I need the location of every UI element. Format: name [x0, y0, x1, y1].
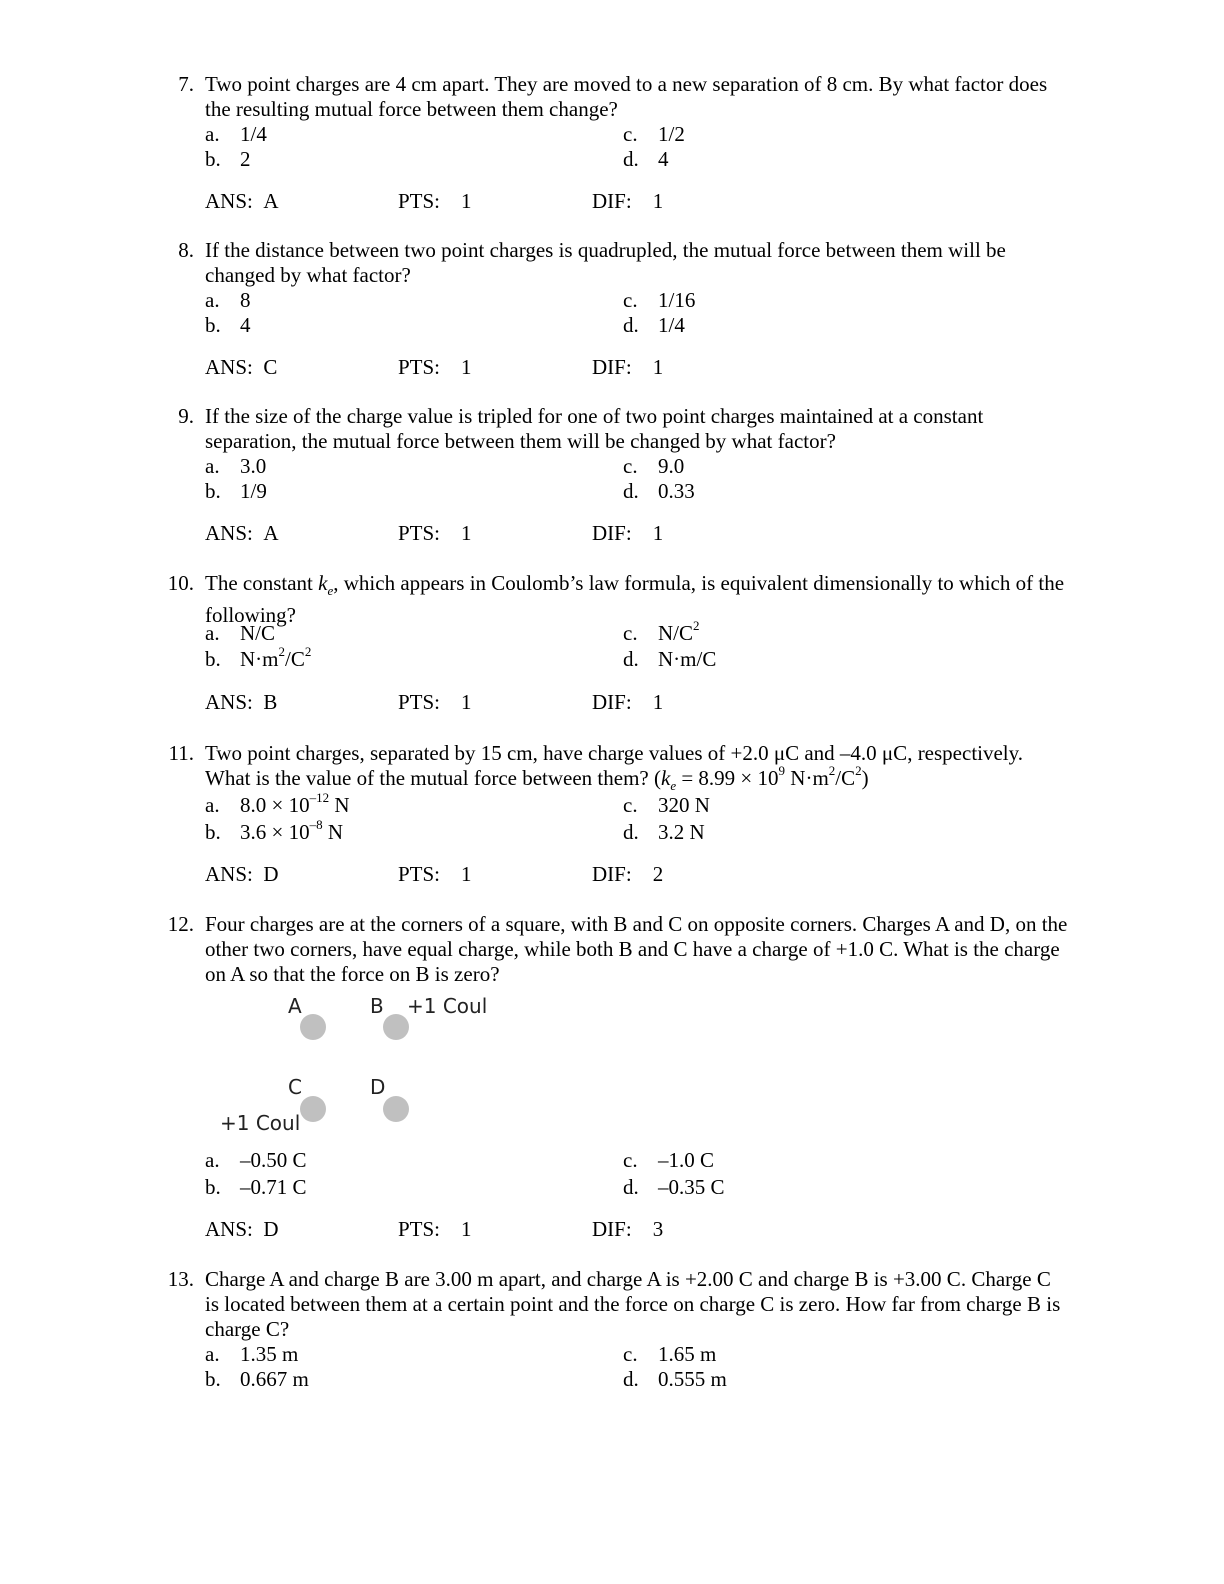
- answer-line: ANS: A: [205, 521, 279, 545]
- points-line: PTS: 1: [398, 690, 472, 714]
- answer-line: ANS: D: [205, 862, 279, 886]
- question-text-line: separation, the mutual force between them will be changed by what factor?: [205, 429, 836, 453]
- option-d: d. 3.2 N: [623, 820, 705, 844]
- question-text-line: is located between them at a certain point and the force on charge C is zero. How far from charge B is: [205, 1292, 1061, 1316]
- question-text-line: changed by what factor?: [205, 263, 411, 287]
- question-text: [205, 72, 1105, 122]
- points-line: PTS: 1: [398, 1217, 472, 1241]
- option-d: d. 4: [623, 147, 669, 171]
- option-b: b. 2: [205, 147, 251, 171]
- option-d: d. 1/4: [623, 313, 685, 337]
- difficulty-line: DIF: 1: [592, 355, 664, 379]
- charge-c-value: +1 Coul: [220, 1111, 301, 1135]
- points-line: PTS: 1: [398, 189, 472, 213]
- difficulty-line: DIF: 3: [592, 1217, 664, 1241]
- question-text-line: If the distance between two point charges is quadrupled, the mutual force between them will be: [205, 238, 1006, 262]
- option-b: b. 0.667 m: [205, 1367, 309, 1391]
- option-c: c. 320 N: [623, 793, 710, 817]
- question-text-line: Two point charges are 4 cm apart. They are moved to a new separation of 8 cm. By what factor does: [205, 72, 1048, 96]
- question-text-line: charge C?: [205, 1317, 290, 1341]
- option-c: c. –1.0 C: [623, 1148, 715, 1172]
- option-a: a. 1.35 m: [205, 1342, 299, 1366]
- difficulty-line: DIF: 1: [592, 690, 664, 714]
- option-c: c. $N/C^2$: [623, 618, 700, 645]
- charge-a-label: A: [288, 994, 302, 1018]
- option-d: d. N·m/C: [623, 647, 717, 671]
- option-b: b. 1/9: [205, 479, 267, 503]
- question-number: 9.: [178, 404, 194, 428]
- points-line: PTS: 1: [398, 521, 472, 545]
- option-a: a. –0.50 C: [205, 1148, 307, 1172]
- question-text-line: The constant $k_e$, which appears in Coulomb’s law formula, is equivalent dimensionally to which of the: [205, 571, 1065, 599]
- question-text-line: Two point charges, separated by 15 cm, have charge values of +2.0 μC and –4.0 μC, respectively.: [205, 741, 1024, 765]
- charge-d-label: D: [370, 1075, 386, 1099]
- question-text-line: other two corners, have equal charge, while both B and C have a charge of +1.0 C. What is the charge: [205, 937, 1060, 961]
- question-number: 12.: [167, 912, 194, 936]
- question-number: 13.: [167, 1267, 194, 1291]
- option-a: a. N/C: [205, 621, 276, 645]
- answer-line: ANS: B: [205, 690, 278, 714]
- option-a: a. 8: [205, 288, 251, 312]
- charge-b-label: B: [370, 994, 384, 1018]
- question-text-line: If the size of the charge value is tripled for one of two point charges maintained at a constant: [205, 404, 984, 428]
- question-text: [205, 238, 1105, 288]
- option-c: c. 1/2: [623, 122, 685, 146]
- question-number: 10.: [167, 571, 194, 595]
- charge-b-dot: [383, 1014, 409, 1040]
- answer-line: ANS: C: [205, 355, 278, 379]
- charge-b-value: +1 Coul: [407, 994, 488, 1018]
- points-line: PTS: 1: [398, 862, 472, 886]
- question-text: [205, 912, 1105, 987]
- charge-c-dot: [300, 1096, 326, 1122]
- question-text-line: on A so that the force on B is zero?: [205, 962, 500, 986]
- question-number: 11.: [168, 741, 194, 765]
- option-b: b. –0.71 C: [205, 1175, 307, 1199]
- answer-line: ANS: D: [205, 1217, 279, 1241]
- answer-line: ANS: A: [205, 189, 279, 213]
- question-number: 8.: [178, 238, 194, 262]
- charge-a-dot: [300, 1014, 326, 1040]
- question-text-line: What is the value of the mutual force between them? ($k_e = 8.99 \times 10^9$ $N\cdot m^2/C^2$): [205, 763, 869, 794]
- option-d: d. 0.33: [623, 479, 695, 503]
- option-a: a. 3.0: [205, 454, 267, 478]
- option-d: d. –0.35 C: [623, 1175, 725, 1199]
- question-text-line: Four charges are at the corners of a square, with B and C on opposite corners. Charges A and D, on the: [205, 912, 1068, 936]
- option-b: b. $3.6 \times 10^{-8}$ N: [205, 817, 344, 844]
- difficulty-line: DIF: 2: [592, 862, 664, 886]
- points-line: PTS: 1: [398, 355, 472, 379]
- option-a: a. $8.0 \times 10^{-12}$ N: [205, 790, 350, 817]
- question-number: 7.: [178, 72, 194, 96]
- difficulty-line: DIF: 1: [592, 189, 664, 213]
- question-text: [205, 741, 1105, 798]
- question-text-line: the resulting mutual force between them change?: [205, 97, 618, 121]
- question-text-line: following?: [205, 603, 296, 628]
- option-d: d. 0.555 m: [623, 1367, 727, 1391]
- question-text: [205, 1267, 1105, 1342]
- option-c: c. 1/16: [623, 288, 696, 312]
- difficulty-line: DIF: 1: [592, 521, 664, 545]
- option-b: b. $N\cdot m^2/C^2$: [205, 644, 312, 671]
- charge-c-label: C: [288, 1075, 302, 1099]
- question-text-line: Charge A and charge B are 3.00 m apart, and charge A is +2.00 C and charge B is +3.00 C. Charge C: [205, 1267, 1051, 1291]
- option-a: a. 1/4: [205, 122, 267, 146]
- option-c: c. 9.0: [623, 454, 685, 478]
- question-text: [205, 404, 1105, 454]
- option-b: b. 4: [205, 313, 251, 337]
- charge-d-dot: [383, 1096, 409, 1122]
- question-text: [205, 571, 1105, 628]
- option-c: c. 1.65 m: [623, 1342, 717, 1366]
